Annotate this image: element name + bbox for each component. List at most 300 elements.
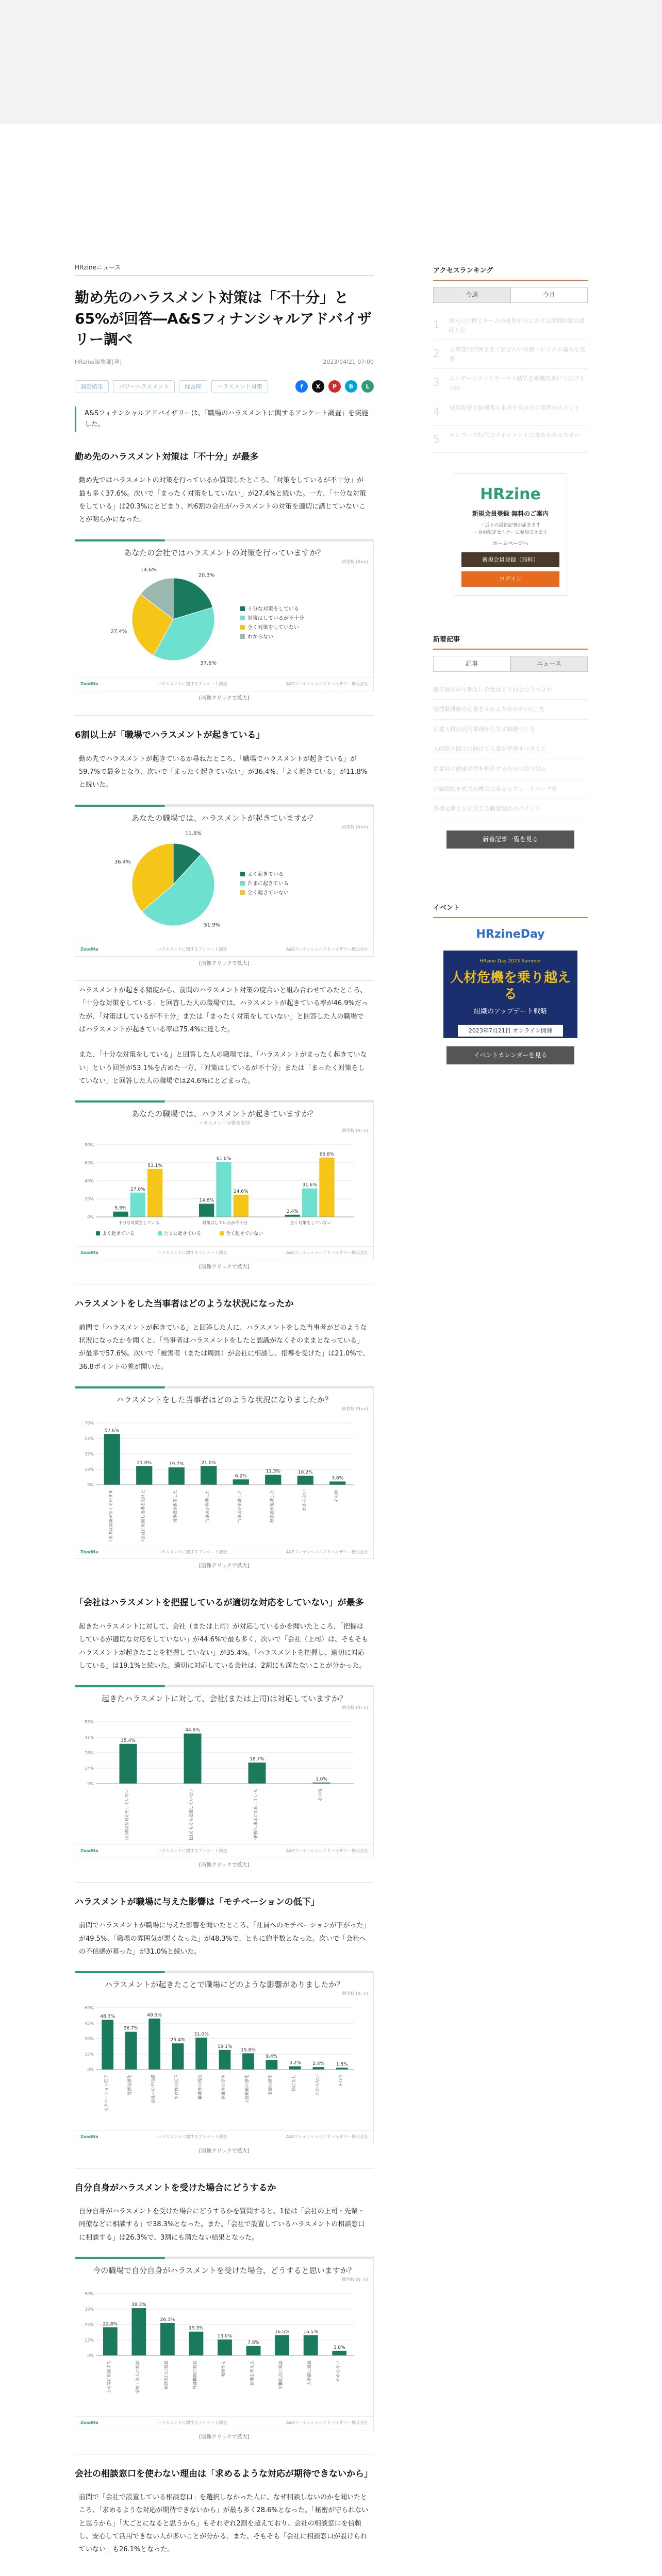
bar-data-label: 3.2% bbox=[289, 2060, 301, 2066]
bar bbox=[275, 2335, 289, 2355]
bar bbox=[136, 1466, 152, 1485]
y-tick-label: 40% bbox=[85, 1178, 94, 1183]
divider bbox=[75, 715, 374, 716]
zoodha-logo: ZoodHa bbox=[80, 1549, 98, 1554]
bar bbox=[147, 1169, 162, 1217]
pocket-icon[interactable]: P bbox=[328, 380, 341, 393]
org-name: A&Sフィナンシャルアドバイザリー株式会社 bbox=[286, 1250, 368, 1256]
bar bbox=[233, 1479, 249, 1485]
zoodha-logo: ZoodHa bbox=[80, 682, 98, 687]
pie-data-label: 36.4% bbox=[114, 859, 131, 866]
article-body bbox=[75, 451, 374, 2556]
bar-data-label: 19.3% bbox=[189, 2326, 204, 2331]
tag-list bbox=[75, 380, 268, 394]
bar-chart bbox=[75, 1134, 364, 1243]
legend-label: よく起きている bbox=[247, 872, 284, 878]
paragraph: 自分自身がハラスメントを受けた場合にどうするかを質問すると、1位は「会社の上司・先輩・同僚などに相談する」で38.3%となった。また、「会社で設置しているハラスメントの相談窓口に相談する」は26.3%で、3割にも満たない結果となった。 bbox=[79, 2208, 365, 2242]
n-label: 回答数 (N=n) bbox=[342, 1406, 368, 1411]
bar bbox=[130, 1192, 145, 1216]
click-enlarge[interactable]: [画像クリックで拡大] bbox=[199, 696, 250, 702]
divider bbox=[75, 980, 374, 981]
n-label: 回答数 (N=n) bbox=[342, 1128, 368, 1133]
figure-footer bbox=[75, 1546, 373, 1559]
bar-chart bbox=[75, 1711, 364, 1840]
bar-data-label: 3.8% bbox=[333, 2345, 345, 2350]
bar-data-label: 16.5% bbox=[274, 2329, 290, 2335]
bar bbox=[125, 2032, 137, 2070]
new-item[interactable] bbox=[433, 739, 588, 759]
y-tick-label: 35% bbox=[85, 1451, 94, 1456]
zoodha-logo: ZoodHa bbox=[80, 2420, 98, 2425]
ranking-item[interactable] bbox=[433, 311, 588, 340]
survey-name: ハラスメントに関するアンケート調査 bbox=[157, 2134, 227, 2139]
paragraph: ハラスメントが起きる頻度から、前問のハラスメント対策の度合いと組み合わせてみたところ、「十分な対策をしている」と回答した人の職場では、ハラスメントが起きている率が46.9%だったが、「対策はしているが不十分」または「まったく対策をしていない」と回答した人の職場ではハラスメントが起きている率は75.4%に達した。 bbox=[79, 986, 368, 1033]
new-title: 多様な働き方を支える制度設計のポイント bbox=[433, 805, 541, 812]
figure-footer bbox=[75, 2416, 373, 2430]
new-item[interactable] bbox=[433, 779, 588, 800]
event-banner-main: 人材危機を乗り越える bbox=[450, 970, 571, 1002]
bar bbox=[312, 2067, 324, 2070]
bar bbox=[184, 1734, 202, 1784]
bar bbox=[195, 2038, 207, 2070]
x-tick-label: 業績の悪化 bbox=[268, 2074, 273, 2095]
org-name: A&Sフィナンシャルアドバイザリー株式会社 bbox=[286, 2420, 368, 2425]
org-name: A&Sフィナンシャルアドバイザリー株式会社 bbox=[286, 682, 368, 687]
bar-data-label: 31.0% bbox=[194, 2031, 209, 2037]
bar bbox=[218, 2340, 232, 2355]
x-tick-label: 生産性の低下 bbox=[174, 2074, 179, 2099]
chart-title: あなたの職場では、ハラスメントが起きていますか？ bbox=[131, 1109, 317, 1119]
new-title: 評価面談を成長の機会に変えるフィードバック術 bbox=[433, 785, 557, 792]
click-enlarge[interactable]: [画像クリックで拡大] bbox=[199, 960, 250, 967]
paragraph: 起きたハラスメントに対して、会社（または上司）が対応しているかを聞いたところ、「把握はしているが適切な対応をしていない」が44.6%で最も多く、次いで「会社（上司）は、そもそもハラスメントが起きたことを把握していない」が35.4%。「ハラスメントを把握し、適切に対応している」は19.1%と続いた。適切に対応している会社は、2割にも満たないことが分かった。 bbox=[79, 1622, 369, 1670]
new-item[interactable] bbox=[433, 700, 588, 720]
y-tick-label: 0% bbox=[87, 1482, 94, 1487]
x-tick-label: 十分な対策をしている bbox=[118, 1220, 160, 1225]
x-tick-label: 雰囲気悪化 bbox=[127, 2074, 133, 2095]
x-tick-label: その他 bbox=[318, 1789, 323, 1802]
x-tick-label: 被害者が会社に相談し指導を受けた bbox=[140, 1489, 145, 1541]
x-tick-label: わからない bbox=[315, 2074, 320, 2095]
pie-data-label: 11.8% bbox=[185, 831, 202, 837]
click-enlarge[interactable]: [画像クリックで拡大] bbox=[199, 1264, 250, 1270]
legend-swatch bbox=[240, 606, 245, 611]
survey-name: ハラスメントに関するアンケート調査 bbox=[157, 1549, 227, 1554]
y-tick-label: 0% bbox=[87, 2067, 94, 2072]
x-tick-label: 全く対策をしていない bbox=[290, 1220, 332, 1225]
bar-data-label: 14.6% bbox=[199, 1197, 214, 1203]
figure[interactable] bbox=[75, 539, 374, 691]
section-heading: ハラスメントをした当事者はどのような状況になったか bbox=[75, 1299, 294, 1310]
hrzine-logo: HRzine bbox=[480, 485, 541, 503]
y-tick-label: 0% bbox=[87, 1214, 94, 1219]
tab-month[interactable]: 今月 bbox=[510, 287, 588, 303]
x-tick-label: わからない bbox=[336, 2360, 341, 2381]
share-buttons bbox=[295, 380, 374, 393]
new-list bbox=[433, 680, 588, 819]
sidebar bbox=[433, 263, 588, 1064]
bar-chart bbox=[75, 1997, 364, 2126]
new-item[interactable] bbox=[433, 799, 588, 819]
member-ad bbox=[454, 473, 567, 596]
ranking-title: 採用面接で候補者の本音を引き出す質問のポイント bbox=[450, 404, 580, 411]
x-tick-label: 我慢する bbox=[221, 2360, 226, 2377]
tag[interactable]: パワーハラスメント bbox=[113, 380, 175, 394]
paragraph: 前問で「ハラスメントが起きている」と回答した人に、ハラスメントをした当事者がどのような状況になったかを聞くと、「当事者はハラスメントをしたと認識がなくそのままとなっている」が最多で57.6%。次いで「被害者（または周囲）が会社に相談し、指導を受けた」は21.0%で、36.8ポイントの差が開いた。 bbox=[79, 1324, 370, 1371]
bar-data-label: 24.6% bbox=[234, 1189, 249, 1194]
login-button[interactable]: ログイン bbox=[461, 571, 559, 587]
y-tick-label: 14% bbox=[85, 1766, 94, 1771]
click-enlarge[interactable]: [画像クリックで拡大] bbox=[199, 2434, 250, 2440]
click-enlarge[interactable]: [画像クリックで拡大] bbox=[199, 2148, 250, 2154]
event-banner-top: HRzine Day 2023 Summer bbox=[479, 959, 541, 964]
legend-swatch bbox=[240, 616, 245, 620]
bar-data-label: 57.6% bbox=[104, 1428, 120, 1434]
ad-link[interactable]: ホームページへ bbox=[492, 540, 528, 547]
x-tick-label: 家族・友人に相談 bbox=[135, 2360, 140, 2394]
ad-text: 新規会員登録 無料のご案内 bbox=[472, 510, 549, 517]
pie-data-label: 27.4% bbox=[110, 629, 127, 635]
section-heading: ハラスメントが職場に与えた影響は「モチベーションの低下」 bbox=[75, 1896, 320, 1907]
author[interactable]: HRzine編集部[著] bbox=[75, 358, 122, 365]
paragraph: 前問で「会社で設置している相談窓口」を選択しなかった人に、なぜ相談しないのかを聞いたところ、「求めるような対応が期待できないから」が最も多く28.6%となった。「秘密が守られないと思うから」「大ごとになると思うから」もそれぞれ2割を超えており、会社の相談窓口を信頼し、安心して活用できない人が多いことが分かる。また、そもそも「会社に相談窓口が設けられていない」も26.1%となった。 bbox=[79, 2494, 369, 2554]
bar-data-label: 44.6% bbox=[185, 1727, 200, 1733]
bar-data-label: 49.5% bbox=[147, 2012, 162, 2018]
bar bbox=[332, 2351, 346, 2355]
x-tick-label: 労働組合に相談 bbox=[278, 2360, 284, 2389]
tab-week[interactable]: 今週 bbox=[433, 287, 510, 303]
x-tick-label: 当事者が異動した bbox=[205, 1489, 210, 1523]
n-label: 回答数 (N=n) bbox=[342, 824, 368, 829]
hatena-icon[interactable]: B bbox=[345, 380, 357, 393]
bar bbox=[234, 1194, 249, 1216]
bar bbox=[103, 2327, 118, 2355]
pie-data-label: 14.6% bbox=[140, 567, 157, 573]
bar bbox=[285, 1214, 300, 1216]
line-icon[interactable]: L bbox=[361, 380, 374, 393]
bar-data-label: 26.3% bbox=[160, 2317, 175, 2323]
figure[interactable] bbox=[75, 1971, 374, 2144]
click-enlarge[interactable]: [画像クリックで拡大] bbox=[199, 1563, 250, 1569]
x-tick-label: 相談窓口に相談 bbox=[163, 2360, 169, 2389]
figure[interactable] bbox=[75, 1386, 374, 1559]
new-more-button[interactable]: 新着記事一覧を見る bbox=[446, 831, 574, 849]
bar bbox=[219, 2050, 231, 2070]
legend-swatch bbox=[96, 1231, 100, 1235]
event-banner-date: 2023年7月21日 オンライン開催 bbox=[458, 1025, 563, 1037]
zoodha-logo: ZoodHa bbox=[80, 1848, 98, 1853]
section-heading: 自分自身がハラスメントを受けた場合にどうするか bbox=[75, 2182, 276, 2193]
x-tick-label: 離職者の増加 bbox=[197, 2074, 203, 2099]
ranking-title: 個人の目標とチームの成長を両立させる評価制度の設計とは bbox=[449, 317, 585, 333]
new-title: 副業人材の活用事例から学ぶ組織づくり bbox=[433, 725, 535, 733]
bar-data-label: 22.8% bbox=[103, 2321, 118, 2327]
header-band bbox=[0, 0, 662, 124]
rank-number: 3 bbox=[433, 376, 440, 389]
tag[interactable]: 経営陣 bbox=[179, 380, 207, 394]
n-label: 回答数 (N=n) bbox=[342, 2277, 368, 2282]
new-title: 管理職研修の効果を高めるための3つの工夫 bbox=[433, 706, 544, 713]
paragraph: 勤め先でハラスメントが起きているか尋ねたところ、「職場でハラスメントが起きている」が59.7%で最多となり、次いで「まったく起きていない」が36.4%、「よく起きている」が11.8%と続いた。 bbox=[79, 755, 368, 789]
bar-data-label: 38.3% bbox=[131, 2302, 146, 2308]
legend-swatch bbox=[158, 1231, 162, 1235]
bar-data-label: 1.8% bbox=[336, 2062, 348, 2067]
tag[interactable]: 調査結果 bbox=[75, 380, 109, 394]
legend-swatch bbox=[240, 890, 245, 895]
x-icon[interactable]: X bbox=[312, 380, 324, 393]
bar-data-label: 16.5% bbox=[303, 2329, 318, 2335]
legend-label: 全く起きていない bbox=[226, 1231, 263, 1236]
section-heading: 勤め先のハラスメント対策は「不十分」が最多 bbox=[75, 451, 259, 462]
figure[interactable] bbox=[75, 804, 374, 957]
legend-swatch bbox=[240, 625, 245, 630]
bar-data-label: 53.1% bbox=[147, 1163, 162, 1168]
figure-footer bbox=[75, 677, 373, 691]
paragraph: 勤め先ではハラスメントの対策を行っているか質問したところ、「対策をしているが不十分」が最も多く37.6%。次いで「まったく対策をしていない」が27.4%と続いた。一方、「十分な対策をしている」は20.3%にとどまり、約6割の会社がハラスメントの対策を適切に講じていないことが明らかになった。 bbox=[79, 477, 367, 524]
new-item[interactable] bbox=[433, 759, 588, 779]
ranking-item[interactable] bbox=[433, 340, 588, 369]
figure-footer bbox=[75, 1844, 373, 1858]
pie-data-label: 20.3% bbox=[198, 572, 215, 579]
y-tick-label: 15% bbox=[85, 2052, 94, 2057]
y-tick-label: 25% bbox=[85, 2322, 94, 2327]
tag[interactable]: ハラスメント対策 bbox=[211, 380, 268, 394]
rank-number: 2 bbox=[433, 347, 440, 360]
y-tick-label: 60% bbox=[85, 1160, 94, 1165]
bar bbox=[160, 2323, 175, 2355]
section-heading: 6割以上が「職場でハラスメントが起きている」 bbox=[75, 730, 265, 741]
ranking-heading: アクセスランキング bbox=[433, 263, 588, 281]
legend-swatch bbox=[240, 634, 245, 639]
x-tick-label: 当事者は認識がなくそのまま bbox=[108, 1489, 113, 1541]
x-tick-label: 特になし bbox=[291, 2074, 296, 2091]
bar-data-label: 21.0% bbox=[201, 1460, 217, 1466]
bar-chart bbox=[75, 1413, 364, 1541]
y-tick-label: 80% bbox=[85, 1142, 94, 1147]
bar-data-label: 21.0% bbox=[137, 1460, 152, 1466]
survey-name: ハラスメントに関するアンケート調査 bbox=[157, 682, 227, 687]
x-tick-label: 上司等に相談する bbox=[106, 2360, 111, 2394]
event-banner-sub: 組織のアップデート戦略 bbox=[473, 1007, 548, 1015]
section-heading: 会社の相談窓口を使わない理由は「求めるような対応が期待できないから」 bbox=[75, 2468, 373, 2479]
chart-title: ハラスメントが起きたことで職場にどのような影響がありましたか？ bbox=[104, 1980, 344, 1990]
bar bbox=[216, 1162, 231, 1217]
bar-data-label: 2.4% bbox=[286, 1209, 299, 1214]
x-tick-label: 会社への不信感 bbox=[151, 2074, 156, 2104]
x-tick-label: その他 bbox=[338, 2074, 343, 2087]
y-tick-label: 30% bbox=[85, 2036, 94, 2041]
bar-data-label: 27.0% bbox=[130, 1187, 145, 1192]
bar bbox=[102, 2020, 113, 2070]
tab-articles[interactable]: 記事 bbox=[433, 656, 510, 672]
new-item[interactable] bbox=[433, 680, 588, 700]
register-button[interactable]: 新規会員登録（無料） bbox=[461, 552, 559, 568]
bar-data-label: 65.8% bbox=[319, 1151, 335, 1157]
y-tick-label: 55% bbox=[85, 1720, 94, 1725]
y-tick-label: 53% bbox=[85, 1436, 94, 1441]
click-enlarge[interactable]: [画像クリックで拡大] bbox=[199, 1862, 250, 1868]
rank-number: 5 bbox=[433, 432, 440, 445]
event-banner[interactable] bbox=[443, 951, 577, 1038]
legend-swatch bbox=[240, 881, 245, 886]
legend-label: よく起きている bbox=[102, 1231, 135, 1236]
legend-label: たまに起きている bbox=[247, 881, 289, 887]
legend-label: 対策はしているが不十分 bbox=[247, 616, 304, 622]
ranking-item[interactable] bbox=[433, 426, 588, 453]
section-heading: 「会社はハラスメントを把握しているが適切な対応をしていない」が最多 bbox=[75, 1598, 364, 1608]
bar-data-label: 2.4% bbox=[312, 2061, 325, 2067]
bar bbox=[336, 2067, 348, 2070]
x-tick-label: 外部機関に相談 bbox=[192, 2360, 197, 2389]
event-more-button[interactable]: イベントカレンダーを見る bbox=[446, 1046, 574, 1064]
bar bbox=[199, 1204, 214, 1217]
paragraph: 前問でハラスメントが職場に与えた影響を聞いたところ、「社員へのモチベーションが下がった」が49.5%、「職場の雰囲気が悪くなった」が48.3%で、ともに約半数となった。次いで「会社への不信感が募った」が31.0%と続いた。 bbox=[79, 1922, 367, 1956]
bar-data-label: 10.2% bbox=[297, 1470, 313, 1476]
legend-label: たまに起きている bbox=[164, 1231, 202, 1236]
zoodha-logo: ZoodHa bbox=[80, 2134, 98, 2139]
y-tick-label: 41% bbox=[85, 1735, 94, 1740]
n-label: 回答数 (N=n) bbox=[342, 1991, 368, 1996]
bar-data-label: 31.6% bbox=[302, 1182, 317, 1188]
figure-footer bbox=[75, 943, 373, 956]
legend-label: わからない bbox=[247, 634, 273, 640]
survey-name: ハラスメントに関するアンケート調査 bbox=[157, 1848, 227, 1853]
ranking-title: 人事部門が押さえておきたい労務トピックの基本と実務 bbox=[449, 346, 586, 362]
figure[interactable] bbox=[75, 1685, 374, 1858]
bar bbox=[169, 1467, 185, 1485]
bar-data-label: 35.4% bbox=[121, 1738, 136, 1743]
chart-title: 今の職場で自分自身がハラスメントを受けた場合、どうすると思いますか？ bbox=[93, 2266, 356, 2276]
ranking-tabs bbox=[433, 287, 588, 303]
n-label: 回答数 (N=n) bbox=[342, 1705, 368, 1710]
chart-title: あなたの会社ではハラスメントの対策を行っていますか？ bbox=[124, 548, 325, 557]
y-tick-label: 20% bbox=[85, 1196, 94, 1201]
survey-name: ハラスメントに関するアンケート調査 bbox=[157, 2420, 227, 2425]
bar-data-label: 25.4% bbox=[170, 2038, 186, 2043]
ranking-item[interactable] bbox=[433, 398, 588, 426]
new-title: 新卒採用の早期化に企業はどう向き合うべきか bbox=[433, 686, 552, 693]
pie-data-label: 51.9% bbox=[204, 922, 221, 928]
figure[interactable] bbox=[75, 1100, 374, 1260]
x-tick-label: 対策はしているが不十分 bbox=[202, 1220, 247, 1225]
bar bbox=[249, 1762, 266, 1784]
bar-data-label: 5.9% bbox=[114, 1206, 127, 1211]
pie-data-label: 37.6% bbox=[200, 660, 217, 667]
x-tick-label: 当事者が退職した bbox=[237, 1489, 242, 1523]
bar-data-label: 15.8% bbox=[241, 2047, 256, 2053]
chart-subtitle: ハラスメント対策状況別 bbox=[198, 1121, 250, 1127]
rank-number: 4 bbox=[433, 405, 440, 418]
x-tick-label: わからない bbox=[302, 1489, 307, 1511]
bar bbox=[297, 1476, 313, 1484]
article-lead: A&Sフィナンシャルアドバイザリーは、「職場のハラスメントに関するアンケート調査」を実施した。 bbox=[75, 406, 374, 432]
bar-data-label: 11.3% bbox=[266, 1469, 281, 1475]
bar-data-label: 48.3% bbox=[100, 2014, 115, 2020]
new-title: 人的資本開示に向けて人事が準備すべきこと bbox=[433, 745, 547, 753]
article-meta bbox=[75, 358, 374, 367]
bar-data-label: 61.0% bbox=[216, 1156, 231, 1161]
tab-news[interactable]: ニュース bbox=[510, 656, 588, 672]
survey-name: ハラスメントに関するアンケート調査 bbox=[157, 1250, 227, 1256]
chart-title: あなたの職場では、ハラスメントが起きていますか？ bbox=[131, 813, 317, 823]
x-tick-label: 被害者が退職した bbox=[269, 1489, 274, 1523]
bar-data-label: 19.7% bbox=[169, 1462, 184, 1467]
bar bbox=[148, 2019, 160, 2070]
org-name: A&Sフィナンシャルアドバイザリー株式会社 bbox=[286, 947, 368, 952]
bar-data-label: 3.8% bbox=[332, 1476, 344, 1481]
figure-footer bbox=[75, 2130, 373, 2144]
x-tick-label: 人間関係の悪化 bbox=[244, 2074, 250, 2104]
ranking-title: エンゲージメントサーベイ結果を組織改善につなげる方法 bbox=[449, 375, 585, 391]
divider bbox=[75, 1882, 374, 1883]
x-tick-label: モチベーション低下 bbox=[104, 2074, 109, 2112]
survey-name: ハラスメントに関するアンケート調査 bbox=[157, 947, 227, 952]
x-tick-label: その他 bbox=[334, 1489, 339, 1502]
bar bbox=[113, 1211, 128, 1216]
ranking-item[interactable] bbox=[433, 369, 588, 398]
zoodha-logo: ZoodHa bbox=[80, 947, 98, 952]
chart-title: 起きたハラスメントに対して、会社(または上司)は対応していますか？ bbox=[102, 1694, 347, 1704]
pie-chart bbox=[75, 565, 364, 673]
hrzineday-logo: HRzineDay bbox=[476, 927, 545, 941]
ad-line-1: ・近々の最新記事が届きます bbox=[480, 522, 541, 528]
y-tick-label: 28% bbox=[85, 1751, 94, 1756]
new-item[interactable] bbox=[433, 720, 588, 740]
org-name: A&Sフィナンシャルアドバイザリー株式会社 bbox=[286, 1549, 368, 1554]
x-tick-label: 人事部に相談 bbox=[307, 2360, 312, 2385]
event-heading: イベント bbox=[433, 900, 588, 918]
bar bbox=[131, 2308, 146, 2355]
breadcrumb[interactable]: HRzineニュース bbox=[75, 263, 374, 276]
bar bbox=[289, 2066, 301, 2070]
chart-title: ハラスメントをした当事者はどのような状況になりましたか？ bbox=[116, 1395, 333, 1404]
bar bbox=[319, 1157, 334, 1216]
publish-date: 2023/04/21 07:00 bbox=[323, 358, 374, 365]
n-label: 回答数 (N=n) bbox=[342, 559, 368, 564]
figure-footer bbox=[75, 1246, 373, 1260]
bar bbox=[189, 2332, 204, 2355]
rank-number: 1 bbox=[433, 318, 440, 331]
y-tick-label: 38% bbox=[85, 2307, 94, 2312]
bar-data-label: 19.1% bbox=[217, 2044, 233, 2049]
article-title: 勤め先のハラスメント対策は「不十分」と65%が回答―A&Sフィナンシャルアドバイザリー調べ bbox=[75, 289, 372, 348]
facebook-icon[interactable]: f bbox=[295, 380, 308, 393]
new-title: 従業員の健康経営を推進するための取り組み bbox=[433, 766, 547, 773]
org-name: A&Sフィナンシャルアドバイザリー株式会社 bbox=[286, 1848, 368, 1853]
x-tick-label: ハラスメントを把握し適切に対応している bbox=[253, 1789, 258, 1841]
bar-data-label: 7.8% bbox=[247, 2340, 259, 2346]
new-heading: 新着記事 bbox=[433, 632, 588, 650]
article bbox=[75, 263, 374, 2569]
bar bbox=[304, 2335, 318, 2355]
bar bbox=[246, 2346, 261, 2355]
zoodha-logo: ZoodHa bbox=[80, 1250, 98, 1256]
bar bbox=[329, 1481, 345, 1485]
bar-data-label: 6.2% bbox=[235, 1473, 247, 1479]
legend-label: 全く起きていない bbox=[247, 890, 289, 896]
y-tick-label: 70% bbox=[85, 1420, 94, 1426]
bar-chart bbox=[75, 2283, 364, 2412]
pie-chart bbox=[75, 831, 364, 939]
bar-data-label: 9.4% bbox=[266, 2054, 278, 2060]
figure[interactable] bbox=[75, 2257, 374, 2430]
bar bbox=[265, 1475, 281, 1484]
bar bbox=[266, 2060, 278, 2070]
org-name: A&Sフィナンシャルアドバイザリー株式会社 bbox=[286, 2134, 368, 2139]
bar-data-label: 36.7% bbox=[123, 2026, 139, 2031]
y-tick-label: 13% bbox=[85, 2337, 94, 2343]
tag-row bbox=[75, 380, 374, 394]
